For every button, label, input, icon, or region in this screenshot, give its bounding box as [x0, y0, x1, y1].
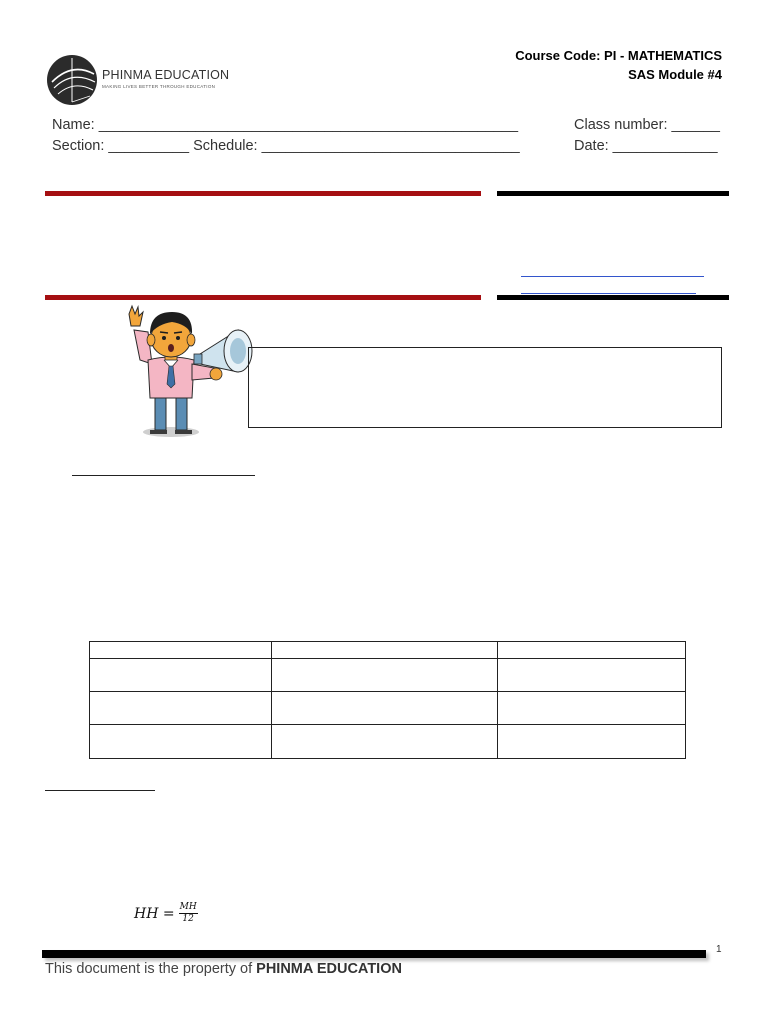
formula-denominator: 12: [182, 914, 194, 924]
footer-property-notice: [45, 961, 402, 977]
bottom-black-rule: [497, 295, 729, 300]
table-row: [90, 725, 686, 759]
date-field[interactable]: Date: _____________: [574, 138, 718, 154]
table-cell: [272, 725, 498, 759]
table-cell: [498, 642, 686, 659]
table-row: [90, 692, 686, 725]
module-number: SAS Module #4: [628, 67, 722, 82]
footer-property-prefix: This document is the property of: [45, 961, 257, 977]
link-underline-2[interactable]: [521, 293, 696, 294]
table-cell: [90, 725, 272, 759]
course-code: Course Code: PI - MATHEMATICS: [515, 48, 722, 63]
table-cell: [498, 659, 686, 692]
subsection-heading-underline: [45, 790, 155, 791]
phinma-logo-icon: [46, 52, 102, 108]
formula: [134, 902, 198, 925]
table-cell: [90, 659, 272, 692]
section-schedule-field[interactable]: Section: __________ Schedule: ________________________________: [52, 138, 520, 154]
formula-fraction: [179, 902, 198, 925]
table-row: [90, 642, 686, 659]
logo-title: PHINMA EDUCATION: [102, 68, 230, 82]
table-cell: [272, 659, 498, 692]
info-table: [89, 641, 686, 759]
callout-box: [248, 347, 722, 428]
footer-rule: [42, 950, 706, 958]
top-black-rule: [497, 191, 729, 196]
class-number-field[interactable]: Class number: ______: [574, 117, 720, 133]
table-cell: [498, 725, 686, 759]
table-row: [90, 659, 686, 692]
mascot-megaphone-illustration: [120, 302, 260, 444]
logo-tagline: MAKING LIVES BETTER THROUGH EDUCATION: [102, 84, 216, 89]
formula-lhs: HH =: [134, 905, 175, 922]
bottom-red-rule: [45, 295, 481, 300]
formula-numerator: MH: [179, 902, 197, 912]
table-cell: [272, 692, 498, 725]
name-field[interactable]: Name: ____________________________________________________: [52, 117, 519, 133]
section-heading-underline: [72, 475, 255, 476]
table-cell: [90, 692, 272, 725]
page-number: 1: [716, 944, 722, 955]
footer-property-owner: PHINMA EDUCATION: [256, 961, 402, 977]
link-underline[interactable]: [521, 276, 704, 277]
top-red-rule: [45, 191, 481, 196]
table-cell: [272, 642, 498, 659]
table-cell: [90, 642, 272, 659]
mascot-illustration: [120, 302, 260, 444]
table-cell: [498, 692, 686, 725]
